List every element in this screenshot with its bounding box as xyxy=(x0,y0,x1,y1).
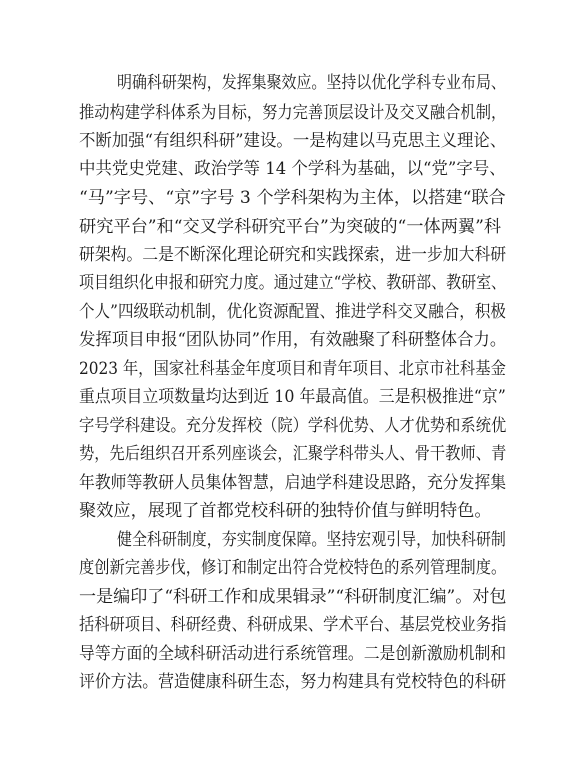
paragraph-1-line-12: 重点项目立项数量均达到近 10 年最高值。三是积极推进“京” xyxy=(79,387,506,407)
paragraph-1-line-16: 聚效应，展现了首都党校科研的独特价值与鲜明特色。 xyxy=(79,501,492,521)
paragraph-2-line-5: 导等方面的全域科研活动进行系统管理。二是创新激励机制和 xyxy=(79,644,507,664)
paragraph-1-line-13: 字号学科建设。充分发挥校（院）学科优势、人才优势和系统优 xyxy=(79,416,507,436)
paragraph-1-line-8: 项目组织化申报和研究力度。通过建立“学校、教研部、教研室、 xyxy=(79,273,507,293)
paragraph-2-line-3: 一是编印了“科研工作和成果辑录”“科研制度汇编”。对包 xyxy=(79,587,507,607)
paragraph-1-line-2: 推动构建学科体系为目标，努力完善顶层设计及交叉融合机制， xyxy=(79,103,507,123)
paragraph-1-line-9: 个人”四级联动机制，优化资源配置、推进学科交叉融合，积极 xyxy=(79,302,506,322)
paragraph-1-line-10: 发挥项目申报“团队协同”作用，有效融聚了科研整体合力。 xyxy=(79,330,507,350)
paragraph-2-line-1: 健全科研制度，夯实制度保障。坚持宏观引导，加快科研制 xyxy=(117,530,506,550)
paragraph-1-line-5: “马”字号、“京”字号 3 个学科架构为主体，以搭建“联合 xyxy=(79,188,506,208)
paragraph-2-line-2: 度创新完善步伐，修订和制定出符合党校特色的系列管理制度。 xyxy=(79,558,507,578)
paragraph-1-line-3: 不断加强“有组织科研”建设。一是构建以马克思主义理论、 xyxy=(79,131,507,151)
paragraph-1-line-11: 2023 年，国家社科基金年度项目和青年项目、北京市社科基金 xyxy=(79,359,506,379)
paragraph-1-line-15: 年教师等教研人员集体智慧，启迪学科建设思路，充分发挥集 xyxy=(79,473,507,493)
paragraph-1-line-14: 势，先后组织召开系列座谈会，汇聚学科带头人、骨干教师、青 xyxy=(79,444,507,464)
paragraph-1-line-1: 明确科研架构，发挥集聚效应。坚持以优化学科专业布局、 xyxy=(117,73,506,93)
paragraph-1-line-4: 中共党史党建、政治学等 14 个学科为基础，以“党”字号、 xyxy=(79,159,506,179)
paragraph-1-line-7: 研架构。二是不断深化理论研究和实践探索，进一步加大科研 xyxy=(79,245,507,265)
paragraph-2-line-6: 评价方法。营造健康科研生态，努力构建具有党校特色的科研 xyxy=(79,672,507,692)
paragraph-1-line-6: 研究平台”和“交叉学科研究平台”为突破的“一体两翼”科 xyxy=(79,217,502,237)
paragraph-2-line-4: 括科研项目、科研经费、科研成果、学术平台、基层党校业务指 xyxy=(79,615,507,635)
